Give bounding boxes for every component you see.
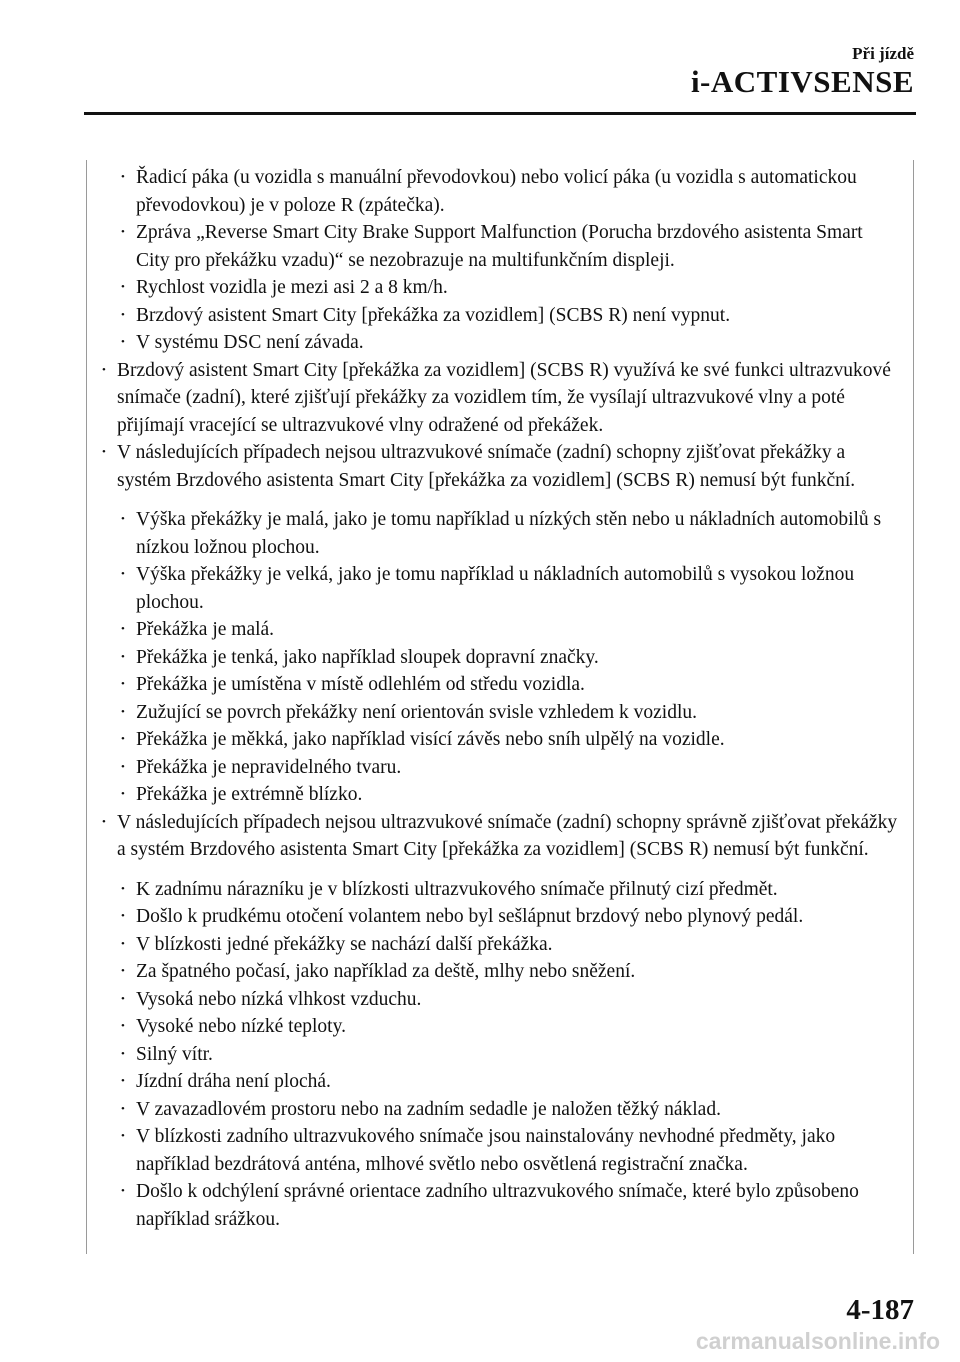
bullet-icon: • <box>121 308 125 321</box>
section-title: Při jízdě <box>852 44 914 63</box>
list-item-text: Překážka je extrémně blízko. <box>136 784 363 805</box>
list-item-text: Překážka je měkká, jako například visící závěs nebo sníh ulpělý na vozidle. <box>136 729 725 750</box>
list-item <box>100 164 900 219</box>
bullet-icon: • <box>102 363 106 376</box>
list-item <box>100 506 900 561</box>
bullet-icon: • <box>121 650 125 663</box>
list-item <box>100 616 900 644</box>
list-item <box>100 302 900 330</box>
right-margin-rule <box>913 160 914 1254</box>
list-item-text: V následujících případech nejsou ultrazvukové snímače (zadní) schopny zjišťovat překážky a systém Brzdového asistenta Smart City [překážka za vozidlem] (SCBS R) nemusí být funkční. <box>117 442 856 491</box>
bullet-icon: • <box>121 568 125 580</box>
list-item <box>100 699 900 727</box>
list-item <box>100 329 900 357</box>
list-item-text: Zpráva „Reverse Smart City Brake Support Malfunction (Porucha brzdového asistenta Smart City pro překážku vzadu)“ se nezobrazuje na multifunkčním displeji. <box>136 222 863 271</box>
bullet-icon: • <box>121 1130 125 1142</box>
list-item <box>100 439 900 494</box>
list-item <box>100 876 900 904</box>
bullet-icon: • <box>102 446 106 458</box>
bullet-icon: • <box>121 226 125 238</box>
list-item-text: V blízkosti jedné překážky se nachází další překážka. <box>136 933 553 955</box>
list-item-text: Vysoké nebo nízké teploty. <box>136 1016 346 1037</box>
bullet-icon: • <box>102 815 106 828</box>
bullet-icon: • <box>121 788 125 800</box>
list-item-text: Překážka je umístěna v místě odlehlém od středu vozidla. <box>136 674 585 695</box>
bullet-icon: • <box>121 882 125 895</box>
bullet-icon: • <box>121 336 125 348</box>
list-item-text: Překážka je nepravidelného tvaru. <box>136 756 402 778</box>
list-item-text: Jízdní dráha není plochá. <box>136 1071 331 1092</box>
bullet-icon: • <box>121 760 125 773</box>
bullet-icon: • <box>121 1020 125 1032</box>
bullet-icon: • <box>121 1047 125 1060</box>
bullet-icon: • <box>121 1185 125 1197</box>
bullet-icon: • <box>121 965 125 977</box>
list-item <box>100 644 900 672</box>
list-item-text: Výška překážky je malá, jako je tomu například u nízkých stěn nebo u nákladních automobilů s nízkou ložnou plochou. <box>136 509 882 558</box>
list-item <box>100 274 900 302</box>
list-item <box>100 986 900 1014</box>
list-item-text: Silný vítr. <box>136 1043 213 1065</box>
bullet-icon: • <box>121 281 125 293</box>
list-item-text: Došlo k prudkému otočení volantem nebo byl sešlápnut brzdový nebo plynový pedál. <box>136 906 804 927</box>
list-item <box>100 561 900 616</box>
list-item-text: Překážka je malá. <box>136 619 275 640</box>
list-item-text: Řadicí páka (u vozidla s manuální převodovkou) nebo volicí páka (u vozidla s automatickou převodovkou) je v poloze R (zpátečka). <box>136 167 857 216</box>
content <box>100 164 900 1233</box>
list-item-text: Brzdový asistent Smart City [překážka za vozidlem] (SCBS R) využívá ke své funkci ultrazvukové snímače (zadní), které zjišťují překážky za vozidlem tím, že vysílají ultrazvukové vlny a poté přijímají vracející se ultrazvukové vlny odražené od překážek. <box>117 359 891 436</box>
watermark: carmanualsonline.info <box>695 1328 940 1354</box>
bullet-icon: • <box>121 678 125 690</box>
bullet-icon: • <box>121 992 125 1005</box>
list-item-text: Rychlost vozidla je mezi asi 2 a 8 km/h. <box>136 277 448 298</box>
list-item-text: V zavazadlovém prostoru nebo na zadním sedadle je naložen těžký náklad. <box>136 1098 721 1120</box>
bullet-icon: • <box>121 937 125 950</box>
list-item <box>100 809 900 864</box>
list-item-text: Za špatného počasí, jako například za deště, mlhy nebo sněžení. <box>136 961 636 982</box>
list-item <box>100 1178 900 1233</box>
list-item-text: V následujících případech nejsou ultrazvukové snímače (zadní) schopny správně zjišťovat překážky a systém Brzdového asistenta Smart City [překážka za vozidlem] (SCBS R) nemusí být funkční. <box>117 811 898 860</box>
bullet-icon: • <box>121 733 125 745</box>
list-item <box>100 726 900 754</box>
list-item-text: Vysoká nebo nízká vlhkost vzduchu. <box>136 988 422 1010</box>
list-item-text: Došlo k odchýlení správné orientace zadního ultrazvukového snímače, které bylo způsobeno například srážkou. <box>136 1181 859 1230</box>
list-item <box>100 781 900 809</box>
list-item <box>100 754 900 782</box>
list-item <box>100 958 900 986</box>
header-rule <box>84 112 916 115</box>
page-number: 4-187 <box>846 1294 914 1326</box>
list-item <box>100 357 900 440</box>
chapter-title: i-ACTIVSENSE <box>690 64 914 99</box>
bullet-icon: • <box>121 910 125 922</box>
bullet-icon: • <box>121 1075 125 1087</box>
list-item <box>100 931 900 959</box>
bullet-icon: • <box>121 623 125 635</box>
list-item-text: V blízkosti zadního ultrazvukového snímače jsou nainstalovány nevhodné předměty, jako například bezdrátová anténa, mlhové světlo nebo osvětlená registrační značka. <box>136 1126 836 1175</box>
list-item <box>100 1041 900 1069</box>
list-item-text: Zužující se povrch překážky není orientován svisle vzhledem k vozidlu. <box>136 701 697 723</box>
list-item-text: K zadnímu nárazníku je v blízkosti ultrazvukového snímače přilnutý cizí předmět. <box>136 878 778 900</box>
list-item <box>100 1096 900 1124</box>
list-item-text: Výška překážky je velká, jako je tomu například u nákladních automobilů s vysokou ložnou plochou. <box>136 564 855 613</box>
list-item-text: Překážka je tenká, jako například sloupek dopravní značky. <box>136 646 599 668</box>
list-item-text: V systému DSC není závada. <box>136 332 364 353</box>
list-item <box>100 1123 900 1178</box>
list-item <box>100 1068 900 1096</box>
bullet-icon: • <box>121 513 125 525</box>
bullet-icon: • <box>121 171 125 183</box>
list-item <box>100 1013 900 1041</box>
list-item-text: Brzdový asistent Smart City [překážka za vozidlem] (SCBS R) není vypnut. <box>136 304 731 326</box>
list-item <box>100 671 900 699</box>
bullet-icon: • <box>121 705 125 718</box>
list-item <box>100 903 900 931</box>
bullet-icon: • <box>121 1102 125 1115</box>
left-margin-rule <box>86 160 87 1254</box>
list-item <box>100 219 900 274</box>
